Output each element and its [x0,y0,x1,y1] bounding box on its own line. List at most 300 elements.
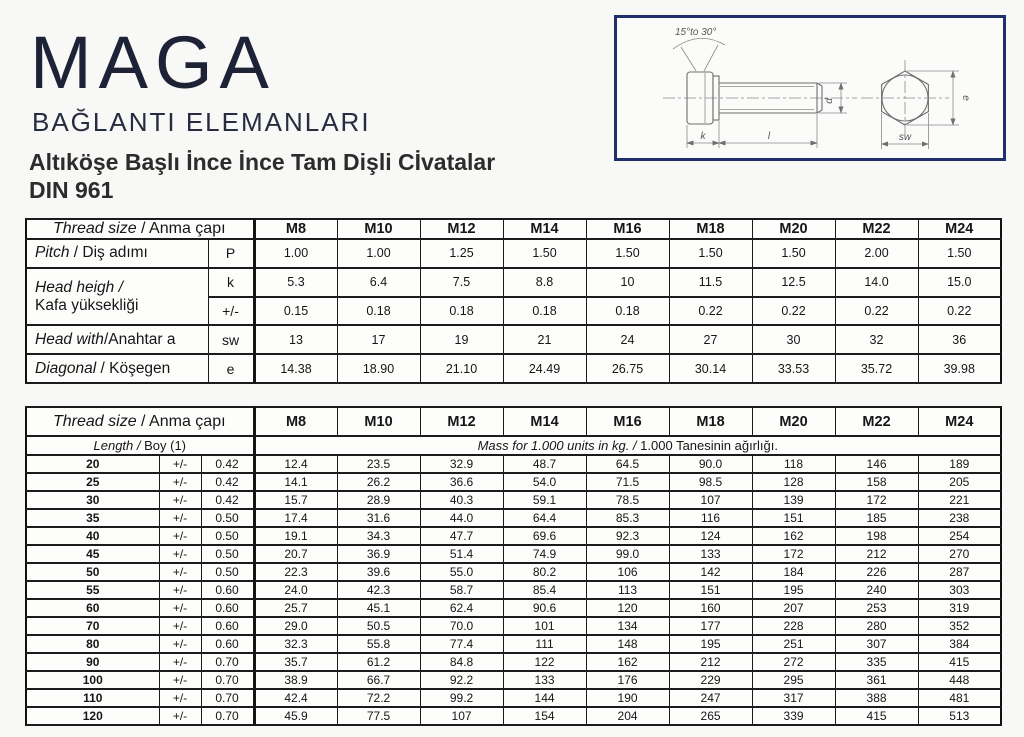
mass-value-cell: 29.0 [254,617,337,635]
mass-value-cell: 139 [752,491,835,509]
tolerance-value-cell: 0.70 [201,689,254,707]
mass-value-cell: 40.3 [420,491,503,509]
mass-value-cell: 415 [918,653,1001,671]
label-en: Diagonal [35,359,97,377]
angle-label: 15°to 30° [675,27,717,38]
mass-value-cell: 71.5 [586,473,669,491]
mass-corner-cell [26,407,254,436]
mass-value-cell: 212 [835,545,918,563]
mass-value-cell: 195 [669,635,752,653]
mass-value-cell: 154 [503,707,586,725]
mass-value-cell: 19.1 [254,527,337,545]
e-label: e [960,95,971,101]
spec-header-row [26,219,1001,239]
mass-value-cell: 247 [669,689,752,707]
mass-value-cell: 99.0 [586,545,669,563]
tolerance-sign-cell: +/- [159,455,201,473]
thread-size-column-header: M10 [337,407,420,436]
mass-value-cell: 205 [918,473,1001,491]
tolerance-sign-cell: +/- [159,689,201,707]
mass-value-cell: 80.2 [503,563,586,581]
mass-row [26,563,1001,581]
spec-value-cell: 30 [752,325,835,354]
bolt-drawing-svg [617,18,1003,158]
mass-value-cell: 116 [669,509,752,527]
mass-value-cell: 221 [918,491,1001,509]
tolerance-value-cell: 0.42 [201,455,254,473]
thread-size-column-header: M18 [669,219,752,239]
spec-value-cell: 30.14 [669,354,752,383]
tolerance-sign-cell: +/- [159,581,201,599]
label-en: Head with [35,330,104,348]
spec-value-cell: 14.38 [254,354,337,383]
d-label: d [824,98,835,104]
page-title [29,148,495,204]
mass-value-cell: 69.6 [503,527,586,545]
mass-value-cell: 45.9 [254,707,337,725]
mass-row [26,455,1001,473]
tolerance-sign-cell: +/- [159,671,201,689]
mass-value-cell: 319 [918,599,1001,617]
mass-value-cell: 270 [918,545,1001,563]
mass-value-cell: 253 [835,599,918,617]
mass-value-cell: 42.3 [337,581,420,599]
thread-size-column-header: M24 [918,219,1001,239]
spec-value-cell: 14.0 [835,268,918,297]
spec-value-cell: 7.5 [420,268,503,297]
label-en: Mass for 1.000 units in kg. / [477,438,641,453]
spec-value-cell: 1.50 [669,239,752,268]
thread-size-column-header: M12 [420,407,503,436]
thread-size-column-header: M24 [918,407,1001,436]
mass-value-cell: 77.5 [337,707,420,725]
tolerance-sign-cell: +/- [159,707,201,725]
mass-value-cell: 228 [752,617,835,635]
spec-value-cell: 27 [669,325,752,354]
mass-value-cell: 15.7 [254,491,337,509]
mass-value-cell: 92.3 [586,527,669,545]
spec-row [26,239,1001,268]
spec-value-cell: 32 [835,325,918,354]
spec-value-cell: 1.00 [254,239,337,268]
tolerance-sign-cell: +/- [159,491,201,509]
mass-value-cell: 106 [586,563,669,581]
mass-value-cell: 144 [503,689,586,707]
length-cell: 35 [26,509,159,527]
length-cell: 25 [26,473,159,491]
tolerance-value-cell: 0.50 [201,509,254,527]
tolerance-sign-cell: +/- [159,599,201,617]
label-tr: /Anahtar a [103,330,176,348]
spec-row-label [26,268,208,326]
bolt-technical-drawing [614,15,1006,161]
spec-value-cell: 21.10 [420,354,503,383]
mass-value-cell: 238 [918,509,1001,527]
mass-value-cell: 84.8 [420,653,503,671]
mass-value-cell: 361 [835,671,918,689]
spec-value-cell: 0.15 [254,297,337,326]
spec-value-cell: 5.3 [254,268,337,297]
label-en: Length / [93,438,141,453]
mass-value-cell: 98.5 [669,473,752,491]
mass-value-cell: 146 [835,455,918,473]
tolerance-value-cell: 0.60 [201,617,254,635]
thread-size-column-header: M8 [254,407,337,436]
length-cell: 30 [26,491,159,509]
label-tr: Boy (1) [140,438,187,453]
mass-value-cell: 51.4 [420,545,503,563]
mass-value-cell: 47.7 [420,527,503,545]
spec-value-cell: 24.49 [503,354,586,383]
mass-value-cell: 50.5 [337,617,420,635]
mass-value-cell: 42.4 [254,689,337,707]
mass-value-cell: 20.7 [254,545,337,563]
spec-row-label [26,354,208,383]
tolerance-value-cell: 0.60 [201,581,254,599]
mass-value-cell: 240 [835,581,918,599]
mass-value-cell: 303 [918,581,1001,599]
mass-value-cell: 85.4 [503,581,586,599]
mass-value-cell: 101 [503,617,586,635]
spec-value-cell: 1.50 [503,239,586,268]
spec-row [26,268,1001,297]
length-cell: 40 [26,527,159,545]
length-cell: 90 [26,653,159,671]
mass-value-cell: 185 [835,509,918,527]
mass-value-cell: 172 [835,491,918,509]
mass-value-cell: 162 [586,653,669,671]
mass-value-cell: 176 [586,671,669,689]
mass-value-cell: 254 [918,527,1001,545]
mass-row [26,545,1001,563]
spec-symbol-cell: e [208,354,254,383]
mass-value-cell: 120 [586,599,669,617]
label-tr: 1.000 Tanesinin ağırlığı. [640,438,778,453]
mass-value-cell: 99.2 [420,689,503,707]
label-en: Thread size [53,220,137,237]
spec-value-cell: 1.50 [586,239,669,268]
mass-value-cell: 74.9 [503,545,586,563]
length-cell: 50 [26,563,159,581]
mass-value-cell: 12.4 [254,455,337,473]
mass-value-cell: 90.0 [669,455,752,473]
tolerance-sign-cell: +/- [159,509,201,527]
spec-value-cell: 35.72 [835,354,918,383]
mass-value-cell: 158 [835,473,918,491]
length-cell: 20 [26,455,159,473]
mass-value-cell: 198 [835,527,918,545]
spec-value-cell: 0.18 [503,297,586,326]
thread-size-column-header: M14 [503,219,586,239]
mass-value-cell: 189 [918,455,1001,473]
spec-row-label [26,239,208,268]
tolerance-sign-cell: +/- [159,545,201,563]
spec-value-cell: 1.00 [337,239,420,268]
label-en: Thread size [53,412,137,430]
sw-label: sw [898,132,912,143]
mass-value-cell: 388 [835,689,918,707]
length-cell: 55 [26,581,159,599]
spec-row [26,325,1001,354]
mass-value-cell: 134 [586,617,669,635]
mass-value-cell: 36.9 [337,545,420,563]
mass-value-cell: 118 [752,455,835,473]
spec-value-cell: 0.18 [586,297,669,326]
spec-value-cell: 0.18 [420,297,503,326]
mass-value-cell: 133 [503,671,586,689]
spec-value-cell: 0.22 [918,297,1001,326]
spec-value-cell: 0.22 [752,297,835,326]
thread-size-column-header: M12 [420,219,503,239]
thread-size-column-header: M18 [669,407,752,436]
spec-value-cell: 39.98 [918,354,1001,383]
mass-row [26,491,1001,509]
mass-value-cell: 28.9 [337,491,420,509]
label-tr: / Anma çapı [136,412,226,430]
mass-value-cell: 335 [835,653,918,671]
spec-value-cell: 10 [586,268,669,297]
spec-value-cell: 18.90 [337,354,420,383]
spec-value-cell: 1.50 [752,239,835,268]
spec-value-cell: 0.22 [835,297,918,326]
mass-value-cell: 107 [669,491,752,509]
mass-value-cell: 265 [669,707,752,725]
mass-value-cell: 77.4 [420,635,503,653]
mass-header-row [26,407,1001,436]
spec-value-cell: 6.4 [337,268,420,297]
mass-value-cell: 415 [835,707,918,725]
mass-value-cell: 162 [752,527,835,545]
mass-value-cell: 59.1 [503,491,586,509]
mass-value-cell: 44.0 [420,509,503,527]
mass-value-cell: 92.2 [420,671,503,689]
thread-size-column-header: M22 [835,407,918,436]
label-tr: / Köşegen [96,359,171,377]
thread-size-column-header: M16 [586,219,669,239]
mass-value-cell: 513 [918,707,1001,725]
mass-row [26,581,1001,599]
spec-value-cell: 26.75 [586,354,669,383]
spec-row [26,354,1001,383]
thread-size-column-header: M20 [752,407,835,436]
mass-value-cell: 32.9 [420,455,503,473]
tolerance-value-cell: 0.50 [201,527,254,545]
mass-value-cell: 151 [752,509,835,527]
mass-value-cell: 212 [669,653,752,671]
thread-size-column-header: M14 [503,407,586,436]
mass-value-cell: 32.3 [254,635,337,653]
mass-value-cell: 45.1 [337,599,420,617]
l-label: l [767,131,771,142]
length-cell: 100 [26,671,159,689]
thread-size-column-header: M8 [254,219,337,239]
mass-row [26,599,1001,617]
mass-row [26,527,1001,545]
mass-value-cell: 66.7 [337,671,420,689]
length-cell: 110 [26,689,159,707]
spec-value-cell: 36 [918,325,1001,354]
spec-value-cell: 15.0 [918,268,1001,297]
mass-value-cell: 14.1 [254,473,337,491]
mass-value-cell: 160 [669,599,752,617]
mass-value-cell: 31.6 [337,509,420,527]
mass-value-cell: 190 [586,689,669,707]
mass-value-cell: 384 [918,635,1001,653]
mass-value-cell: 280 [835,617,918,635]
tolerance-value-cell: 0.70 [201,707,254,725]
mass-value-cell: 38.9 [254,671,337,689]
mass-value-cell: 111 [503,635,586,653]
mass-value-cell: 23.5 [337,455,420,473]
tolerance-value-cell: 0.50 [201,545,254,563]
tolerance-sign-cell: +/- [159,527,201,545]
company-logo: MAGA [30,21,276,104]
mass-value-cell: 151 [669,581,752,599]
label-tr: / Anma çapı [136,220,226,237]
spec-symbol-cell: +/- [208,297,254,326]
spec-value-cell: 13 [254,325,337,354]
mass-value-cell: 172 [752,545,835,563]
mass-value-cell: 287 [918,563,1001,581]
mass-value-cell: 226 [835,563,918,581]
length-cell: 120 [26,707,159,725]
company-logo-subtitle: BAĞLANTI ELEMANLARI [32,107,371,137]
mass-value-cell: 229 [669,671,752,689]
tolerance-sign-cell: +/- [159,563,201,581]
mass-value-cell: 64.4 [503,509,586,527]
mass-value-cell: 251 [752,635,835,653]
mass-value-cell: 39.6 [337,563,420,581]
mass-row [26,473,1001,491]
tolerance-value-cell: 0.60 [201,599,254,617]
mass-value-cell: 124 [669,527,752,545]
thread-size-column-header: M20 [752,219,835,239]
mass-value-cell: 48.7 [503,455,586,473]
mass-value-cell: 70.0 [420,617,503,635]
mass-value-cell: 177 [669,617,752,635]
mass-value-cell: 34.3 [337,527,420,545]
mass-value-cell: 307 [835,635,918,653]
mass-value-cell: 481 [918,689,1001,707]
mass-value-cell: 25.7 [254,599,337,617]
mass-value-cell: 195 [752,581,835,599]
tolerance-value-cell: 0.42 [201,491,254,509]
mass-value-cell: 295 [752,671,835,689]
mass-value-cell: 24.0 [254,581,337,599]
mass-value-cell: 78.5 [586,491,669,509]
tolerance-value-cell: 0.50 [201,563,254,581]
label-tr: Kafa yüksekliği [35,296,139,314]
label-tr: / Diş adımı [69,244,148,262]
mass-value-cell: 148 [586,635,669,653]
mass-value-cell: 26.2 [337,473,420,491]
tolerance-value-cell: 0.60 [201,635,254,653]
mass-subheader-row [26,436,1001,455]
spec-value-cell: 21 [503,325,586,354]
spec-value-cell: 12.5 [752,268,835,297]
page-title-line1: Altıköşe Başlı İnce İnce Tam Dişli Cİvatalar [29,149,496,175]
mass-value-cell: 272 [752,653,835,671]
length-cell: 80 [26,635,159,653]
dimension-k-l [687,114,817,148]
spec-value-cell: 1.50 [918,239,1001,268]
mass-value-cell: 317 [752,689,835,707]
spec-value-cell: 33.53 [752,354,835,383]
mass-value-cell: 55.0 [420,563,503,581]
mass-value-cell: 55.8 [337,635,420,653]
mass-value-cell: 54.0 [503,473,586,491]
mass-value-cell: 142 [669,563,752,581]
mass-row [26,509,1001,527]
spec-symbol-cell: P [208,239,254,268]
spec-symbol-cell: sw [208,325,254,354]
mass-value-cell: 61.2 [337,653,420,671]
mass-value-cell: 128 [752,473,835,491]
spec-symbol-cell: k [208,268,254,297]
mass-unit-header-cell [254,436,1001,455]
spec-value-cell: 11.5 [669,268,752,297]
dimensions-spec-table [25,218,1002,384]
thread-size-column-header: M10 [337,219,420,239]
mass-value-cell: 72.2 [337,689,420,707]
tolerance-sign-cell: +/- [159,635,201,653]
mass-row [26,653,1001,671]
mass-row [26,707,1001,725]
thread-size-column-header: M16 [586,407,669,436]
mass-value-cell: 133 [669,545,752,563]
tolerance-sign-cell: +/- [159,653,201,671]
mass-value-cell: 184 [752,563,835,581]
length-cell: 60 [26,599,159,617]
mass-value-cell: 36.6 [420,473,503,491]
spec-value-cell: 0.22 [669,297,752,326]
spec-value-cell: 2.00 [835,239,918,268]
mass-value-cell: 207 [752,599,835,617]
mass-value-cell: 58.7 [420,581,503,599]
mass-value-cell: 107 [420,707,503,725]
mass-value-cell: 64.5 [586,455,669,473]
mass-value-cell: 90.6 [503,599,586,617]
page-title-line2: DIN 961 [29,177,114,204]
mass-value-cell: 339 [752,707,835,725]
tolerance-sign-cell: +/- [159,617,201,635]
mass-value-cell: 62.4 [420,599,503,617]
spec-value-cell: 19 [420,325,503,354]
tolerance-value-cell: 0.42 [201,473,254,491]
mass-value-cell: 204 [586,707,669,725]
spec-value-cell: 24 [586,325,669,354]
mass-value-cell: 17.4 [254,509,337,527]
k-label: k [700,131,706,142]
mass-value-cell: 113 [586,581,669,599]
mass-row [26,635,1001,653]
spec-corner-cell [26,219,254,239]
mass-value-cell: 35.7 [254,653,337,671]
length-cell: 70 [26,617,159,635]
spec-value-cell: 17 [337,325,420,354]
length-cell: 45 [26,545,159,563]
spec-value-cell: 0.18 [337,297,420,326]
mass-row [26,671,1001,689]
thread-size-column-header: M22 [835,219,918,239]
mass-value-cell: 122 [503,653,586,671]
mass-value-cell: 22.3 [254,563,337,581]
spec-value-cell: 1.25 [420,239,503,268]
tolerance-sign-cell: +/- [159,473,201,491]
mass-value-cell: 448 [918,671,1001,689]
tolerance-value-cell: 0.70 [201,653,254,671]
mass-row [26,617,1001,635]
